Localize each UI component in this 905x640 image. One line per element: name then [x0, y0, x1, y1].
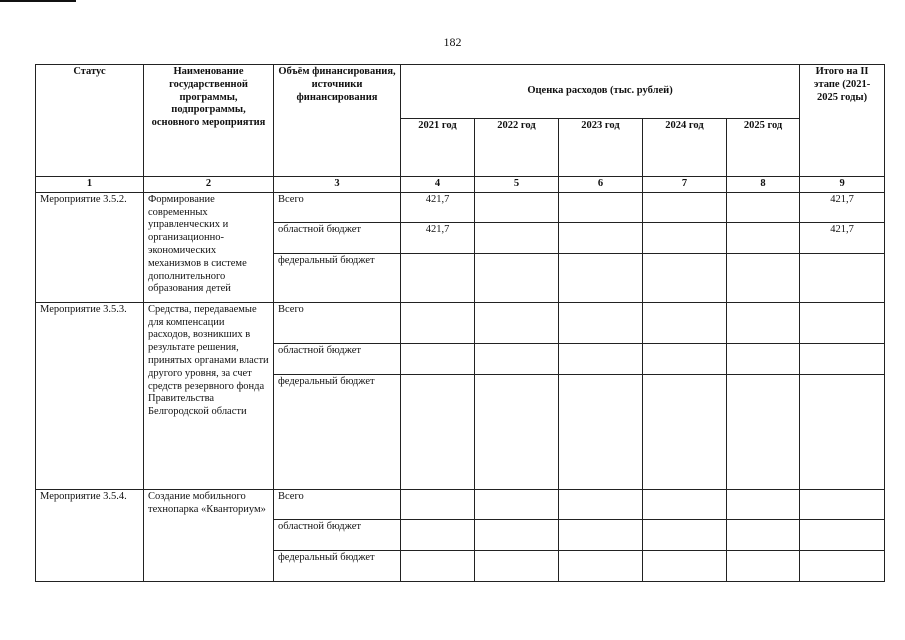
- funding-source: федеральный бюджет: [274, 374, 401, 489]
- value-cell: [559, 374, 643, 489]
- total-cell: 421,7: [800, 192, 885, 222]
- value-cell: [475, 343, 559, 374]
- measure-status: Мероприятие 3.5.3.: [36, 302, 144, 489]
- value-cell: [643, 374, 727, 489]
- funding-source: Всего: [274, 302, 401, 343]
- value-cell: [559, 222, 643, 253]
- measure-name: Формирование современных управленческих и организационно-экономических механизмов в системе дополнительного образования детей: [144, 192, 274, 302]
- header-status: Статус: [36, 65, 144, 177]
- value-cell: [475, 374, 559, 489]
- funding-source: областной бюджет: [274, 519, 401, 550]
- header-estimate: Оценка расходов (тыс. рублей): [401, 65, 800, 119]
- header-name: Наименование государственной программы, подпрограммы, основного мероприятия: [144, 65, 274, 177]
- value-cell: [643, 519, 727, 550]
- value-cell: 421,7: [401, 222, 475, 253]
- value-cell: [643, 550, 727, 581]
- value-cell: [401, 343, 475, 374]
- value-cell: [401, 550, 475, 581]
- total-cell: 421,7: [800, 222, 885, 253]
- value-cell: [401, 374, 475, 489]
- value-cell: [559, 489, 643, 519]
- value-cell: [475, 519, 559, 550]
- column-number: 5: [475, 177, 559, 193]
- value-cell: [401, 489, 475, 519]
- value-cell: [643, 222, 727, 253]
- value-cell: [475, 489, 559, 519]
- header-year: 2022 год: [475, 119, 559, 177]
- total-cell: [800, 374, 885, 489]
- value-cell: [727, 550, 800, 581]
- total-cell: [800, 550, 885, 581]
- value-cell: [559, 550, 643, 581]
- funding-source: федеральный бюджет: [274, 253, 401, 302]
- value-cell: [727, 192, 800, 222]
- header-volume: Объём финансирования, источники финансирования: [274, 65, 401, 177]
- value-cell: [727, 222, 800, 253]
- measure-status: Мероприятие 3.5.4.: [36, 489, 144, 581]
- value-cell: [475, 192, 559, 222]
- measure-name: Средства, передаваемые для компенсации расходов, возникших в результате решения, принятых органами власти другого уровня, за счет средств резервного фонда Правительства Белгородской области: [144, 302, 274, 489]
- value-cell: [643, 253, 727, 302]
- column-number: 8: [727, 177, 800, 193]
- measure-status: Мероприятие 3.5.2.: [36, 192, 144, 302]
- header-year: 2023 год: [559, 119, 643, 177]
- funding-source: Всего: [274, 489, 401, 519]
- value-cell: [559, 302, 643, 343]
- value-cell: [727, 253, 800, 302]
- value-cell: [727, 343, 800, 374]
- value-cell: [559, 253, 643, 302]
- header-total: Итого на II этапе (2021-2025 годы): [800, 65, 885, 177]
- column-number: 1: [36, 177, 144, 193]
- page-number: 182: [443, 35, 462, 49]
- total-cell: [800, 253, 885, 302]
- total-cell: [800, 343, 885, 374]
- total-cell: [800, 519, 885, 550]
- value-cell: [401, 519, 475, 550]
- measure-name: Создание мобильного технопарка «Кванториум»: [144, 489, 274, 581]
- column-number: 4: [401, 177, 475, 193]
- corner-mark: [0, 0, 76, 2]
- value-cell: [559, 343, 643, 374]
- budget-table: [35, 64, 885, 582]
- column-number: 3: [274, 177, 401, 193]
- funding-source: Всего: [274, 192, 401, 222]
- value-cell: [727, 519, 800, 550]
- funding-source: областной бюджет: [274, 343, 401, 374]
- value-cell: [727, 302, 800, 343]
- value-cell: [559, 192, 643, 222]
- value-cell: [643, 192, 727, 222]
- header-year: 2024 год: [643, 119, 727, 177]
- column-numbers-row: [36, 177, 885, 193]
- total-cell: [800, 302, 885, 343]
- funding-source: областной бюджет: [274, 222, 401, 253]
- column-number: 2: [144, 177, 274, 193]
- column-number: 6: [559, 177, 643, 193]
- column-number: 9: [800, 177, 885, 193]
- value-cell: [643, 489, 727, 519]
- value-cell: [727, 489, 800, 519]
- value-cell: [727, 374, 800, 489]
- table-row: [36, 302, 885, 343]
- value-cell: [401, 253, 475, 302]
- value-cell: [559, 519, 643, 550]
- value-cell: [643, 343, 727, 374]
- header-year: 2025 год: [727, 119, 800, 177]
- value-cell: [475, 222, 559, 253]
- column-number: 7: [643, 177, 727, 193]
- value-cell: [401, 302, 475, 343]
- value-cell: [475, 253, 559, 302]
- table-row: [36, 489, 885, 519]
- value-cell: 421,7: [401, 192, 475, 222]
- total-cell: [800, 489, 885, 519]
- funding-source: федеральный бюджет: [274, 550, 401, 581]
- value-cell: [643, 302, 727, 343]
- value-cell: [475, 550, 559, 581]
- header-year: 2021 год: [401, 119, 475, 177]
- value-cell: [475, 302, 559, 343]
- table-row: [36, 192, 885, 222]
